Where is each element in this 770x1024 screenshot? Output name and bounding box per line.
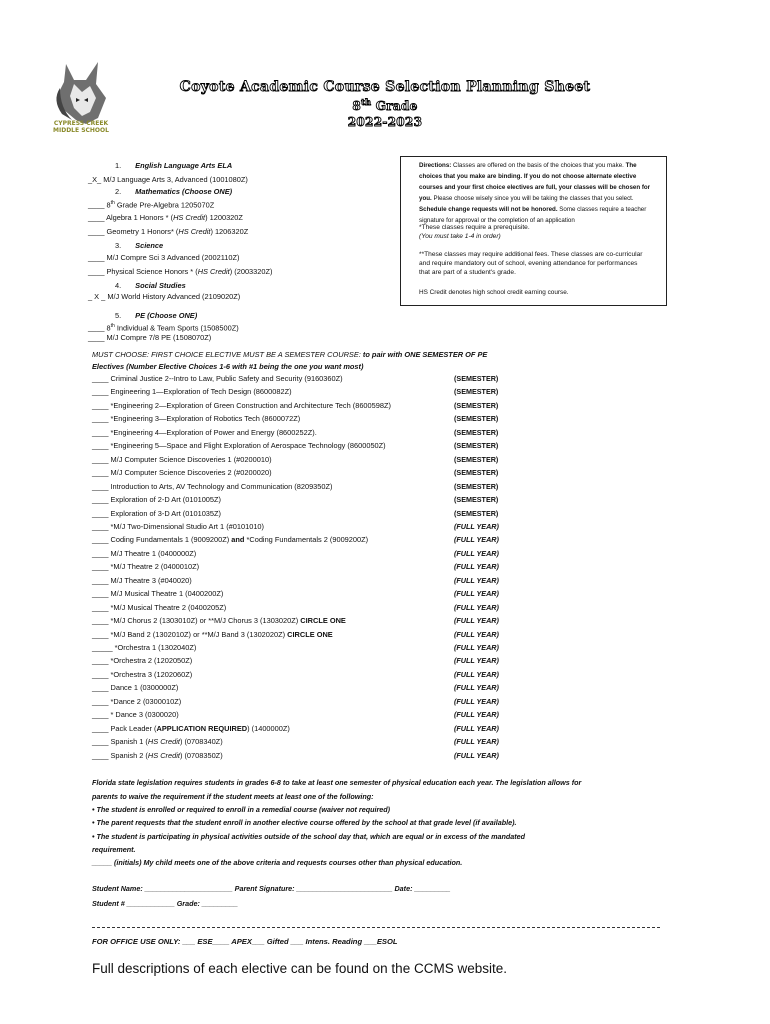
- course-label: M/J Compre Sci 3 Advanced (2002110Z): [106, 253, 240, 262]
- course-duration: (SEMESTER): [454, 508, 499, 518]
- elective-option[interactable]: [92, 549, 196, 558]
- course-duration: (FULL YEAR): [454, 575, 499, 585]
- directions-line: Directions: Classes are offered on the basis of the choices that you make. The: [419, 162, 637, 169]
- course-label: *M/J Chorus 2 (1303010Z) or **M/J Chorus 3 (1303020Z): [110, 616, 301, 626]
- course-label: Algebra 1 Honors * (: [106, 213, 174, 222]
- elective-option[interactable]: [92, 656, 192, 665]
- course-duration: (FULL YEAR): [454, 656, 499, 666]
- waiver-line: parents to waive the requirement if the student meets at least one of the following:: [92, 792, 374, 801]
- directions-line: you. Please choose wisely since you will be taking the classes that you select.: [419, 195, 634, 202]
- waiver-line: • The student is enrolled or required to enroll in a remedial course (waiver not required): [92, 805, 391, 814]
- course-duration: (SEMESTER): [454, 481, 499, 491]
- course-label: Exploration of 2-D Art (0101005Z): [110, 495, 222, 505]
- course-label: M/J Theatre 3 (#040020): [110, 575, 192, 585]
- elective-option[interactable]: ____ *M/J Chorus 2 (1303010Z) or **M/J Chorus 3 (1303020Z) CIRCLE ONE: [92, 616, 346, 626]
- course-label: Spanish 1 (: [110, 737, 148, 747]
- course-duration: (FULL YEAR): [454, 535, 499, 545]
- course-option[interactable]: [88, 253, 239, 262]
- course-label: *M/J Two-Dimensional Studio Art 1 (#0101010): [110, 521, 265, 531]
- elective-option[interactable]: [92, 710, 179, 719]
- choice-blank: ____: [92, 616, 111, 626]
- waiver-line: • The parent requests that the student enroll in another elective course offered by the school at that grade level (if available).: [92, 818, 517, 827]
- course-duration: (FULL YEAR): [454, 683, 499, 693]
- choice-blank: ____: [92, 750, 111, 760]
- elective-option[interactable]: [92, 401, 391, 410]
- choice-blank: ____: [92, 400, 111, 410]
- prereq-note-sub: (You must take 1-4 in order): [419, 233, 501, 240]
- choice-blank: ____: [88, 200, 107, 210]
- footer-note: Full descriptions of each elective can be found on the CCMS website.: [92, 961, 507, 976]
- hs-credit-note: HS Credit denotes high school credit earning course.: [419, 289, 569, 296]
- section-number: 2.: [115, 187, 122, 196]
- directions-line: Schedule change requests will not be honored. Some classes require a teacher: [419, 206, 647, 213]
- office-use-line: FOR OFFICE USE ONLY: ___ ESE____ APEX___ Gifted ___ Intens. Reading ___ESOL: [92, 937, 398, 946]
- course-label: *Orchestra 3 (1202060Z): [110, 669, 193, 679]
- section-title: Mathematics (Choose ONE): [135, 187, 233, 196]
- elective-option[interactable]: [92, 643, 196, 652]
- directions-line: courses and your first choice electives are full, your classes will be chosen for: [419, 184, 651, 191]
- elective-option[interactable]: [92, 522, 264, 531]
- course-option[interactable]: ____ 8th Grade Pre-Algebra 1205070Z: [88, 200, 215, 210]
- choice-blank: ____: [92, 575, 111, 585]
- elective-option[interactable]: [92, 589, 223, 598]
- course-label: M/J Computer Science Discoveries 1 (#0200010): [110, 454, 272, 464]
- fees-note-3: that are part of a student's grade.: [419, 269, 516, 276]
- section-heading: [115, 241, 163, 250]
- hs-credit-label: HS Credit: [173, 213, 206, 222]
- course-label: *M/J Theatre 2 (0400010Z): [110, 562, 200, 572]
- section-heading: [115, 281, 186, 290]
- choice-blank: ____: [92, 589, 111, 599]
- elective-option[interactable]: [92, 603, 226, 612]
- choice-blank: ____: [92, 535, 111, 545]
- choice-blank: ____: [88, 323, 107, 333]
- section-number: 3.: [115, 241, 122, 250]
- section-heading: [115, 161, 232, 170]
- course-label: M/J Musical Theatre 1 (0400200Z): [110, 589, 224, 599]
- elective-option[interactable]: [92, 428, 317, 437]
- choice-blank: ____: [88, 333, 107, 342]
- course-duration: (FULL YEAR): [454, 548, 499, 558]
- course-label: *Engineering 2—Exploration of Green Construction and Architecture Tech (8600598Z): [110, 400, 391, 410]
- choice-blank: ____: [92, 656, 111, 666]
- hs-credit-label: HS Credit: [147, 750, 180, 760]
- course-duration: (FULL YEAR): [454, 750, 499, 760]
- course-label: Individual & Team Sports (1508500Z): [114, 323, 239, 333]
- section-title: English Language Arts ELA: [135, 161, 233, 170]
- course-option[interactable]: [88, 175, 248, 184]
- elective-option[interactable]: [92, 670, 192, 679]
- course-label: Criminal Justice 2--Intro to Law, Public Safety and Security (9160360Z): [110, 374, 343, 383]
- course-duration: (SEMESTER): [454, 387, 499, 397]
- elective-option[interactable]: [92, 495, 221, 504]
- elective-option[interactable]: ____ Spanish 1 (HS Credit) (0708340Z): [92, 737, 223, 747]
- course-label: Engineering 1—Exploration of Tech Design (8600082Z): [110, 387, 292, 397]
- course-label: Spanish 2 (: [110, 750, 148, 760]
- course-label: M/J Computer Science Discoveries 2 (#0200020): [110, 468, 272, 478]
- page-title: Coyote Academic Course Selection Planning Sheet: [179, 79, 591, 95]
- course-option[interactable]: ____ 8th Individual & Team Sports (1508500Z): [88, 323, 239, 333]
- elective-option[interactable]: [92, 697, 181, 706]
- elective-option[interactable]: [92, 482, 332, 491]
- school-name-logo: CYPRESS CREEK MIDDLE SCHOOL: [53, 120, 109, 134]
- choice-blank: ____: [88, 213, 107, 222]
- choice-blank: ____: [92, 387, 111, 397]
- choice-blank: ____: [92, 602, 111, 612]
- course-label: *Engineering 4—Exploration of Power and Energy (8600252Z).: [110, 427, 317, 437]
- course-label: Exploration of 3-D Art (0101035Z): [110, 508, 222, 518]
- choice-blank: ____: [92, 481, 111, 491]
- elective-option[interactable]: ____ Pack Leader (APPLICATION REQUIRED) (1400000Z): [92, 723, 290, 733]
- elective-option[interactable]: [92, 387, 292, 396]
- choice-blank: _____: [92, 643, 115, 652]
- choice-blank: ____: [92, 495, 111, 505]
- course-label: *Dance 2 (0300010Z): [110, 696, 182, 706]
- course-option[interactable]: [88, 333, 211, 342]
- elective-option[interactable]: [92, 509, 221, 518]
- course-label: Geometry 1 Honors* (: [106, 227, 179, 236]
- elective-option[interactable]: [92, 455, 272, 464]
- course-label: Pack Leader (: [110, 723, 157, 733]
- course-label: M/J Theatre 1 (0400000Z): [110, 548, 197, 558]
- school-year: 2022-2023: [347, 115, 423, 129]
- waiver-line: requirement.: [92, 845, 136, 854]
- course-label: *M/J Band 2 (1302010Z) or **M/J Band 3 (1302020Z): [110, 629, 288, 639]
- elective-option[interactable]: ____ Coding Fundamentals 1 (9009200Z) and *Coding Fundamentals 2 (9009200Z): [92, 535, 369, 545]
- elective-option[interactable]: [92, 374, 343, 383]
- course-label: M/J Language Arts 3, Advanced (1001080Z): [103, 175, 248, 184]
- choice-blank: ____: [92, 737, 111, 747]
- choice-blank: ____: [92, 723, 111, 733]
- elective-option[interactable]: ____ Spanish 2 (HS Credit) (0708350Z): [92, 750, 223, 760]
- course-label: Dance 1 (0300000Z): [110, 683, 179, 693]
- choice-blank: ____: [92, 454, 111, 464]
- course-label: Physical Science Honors * (: [106, 267, 198, 276]
- elective-option[interactable]: [92, 683, 178, 692]
- course-option[interactable]: [88, 292, 240, 301]
- course-duration: (SEMESTER): [454, 441, 499, 451]
- choice-blank: ____: [88, 267, 107, 276]
- hs-credit-label: HS Credit: [178, 227, 211, 236]
- course-duration: (SEMESTER): [454, 454, 499, 464]
- section-title: Social Studies: [135, 281, 186, 290]
- must-choose-line: MUST CHOOSE: FIRST CHOICE ELECTIVE MUST BE A SEMESTER COURSE: to pair with ONE SEMESTER OF PE: [92, 350, 488, 359]
- course-label: M/J Compre 7/8 PE (1508070Z): [106, 333, 212, 342]
- signature-line[interactable]: Student Name: ______________________ Parent Signature: ________________________ Date: _________: [92, 884, 451, 893]
- course-label: Grade Pre-Algebra 1205070Z: [114, 200, 215, 210]
- choice-blank: ____: [92, 683, 111, 693]
- section-number: 1.: [115, 161, 122, 170]
- hs-credit-label: HS Credit: [197, 267, 230, 276]
- course-duration: (FULL YEAR): [454, 616, 499, 626]
- choice-blank: ____: [92, 562, 111, 572]
- waiver-line: • The student is participating in physical activities outside of the school day that, which are equal or in excess of the mandated: [92, 832, 526, 841]
- choice-blank: ____: [92, 696, 111, 706]
- course-duration: (SEMESTER): [454, 414, 499, 424]
- course-option[interactable]: ____ Geometry 1 Honors* (HS Credit) 1206320Z: [88, 227, 249, 236]
- choice-blank: ____: [92, 548, 111, 558]
- prereq-note: *These classes require a prerequisite.: [419, 224, 530, 231]
- electives-instructions: Electives (Number Elective Choices 1-6 with #1 being the one you want most): [92, 362, 364, 371]
- section-title: Science: [135, 241, 164, 250]
- choice-blank: ____: [92, 669, 111, 679]
- course-duration: (FULL YEAR): [454, 710, 499, 720]
- course-label: * Dance 3 (0300020): [110, 710, 179, 720]
- section-title: PE (Choose ONE): [135, 311, 198, 320]
- choice-blank: ____: [92, 414, 111, 424]
- choice-blank: ____: [92, 427, 111, 437]
- elective-option[interactable]: [92, 468, 272, 477]
- section-heading: [115, 187, 232, 196]
- fees-note-2: and require mandatory out of school, evening attendance for performances: [419, 260, 638, 267]
- waiver-line[interactable]: _____ (initials) My child meets one of the above criteria and requests courses other than physical education.: [92, 858, 463, 867]
- section-heading: [115, 311, 197, 320]
- course-duration: (FULL YEAR): [454, 602, 499, 612]
- choice-blank: ____: [92, 629, 111, 639]
- student-number-line[interactable]: Student # ____________ Grade: _________: [92, 899, 238, 908]
- elective-option[interactable]: [92, 562, 199, 571]
- choice-blank: _ X _: [88, 292, 108, 301]
- course-label: Introduction to Arts, AV Technology and Communication (8209350Z): [110, 481, 333, 491]
- section-number: 4.: [115, 281, 122, 290]
- choice-blank: _X_: [88, 175, 104, 184]
- elective-option[interactable]: ____ *M/J Band 2 (1302010Z) or **M/J Band 3 (1302020Z) CIRCLE ONE: [92, 629, 333, 639]
- course-option[interactable]: ____ Algebra 1 Honors * (HS Credit) 1200320Z: [88, 213, 243, 222]
- hs-credit-label: HS Credit: [147, 737, 180, 747]
- course-label: Coding Fundamentals 1 (9009200Z): [110, 535, 232, 545]
- course-duration: (SEMESTER): [454, 374, 499, 383]
- choice-blank: ____: [92, 521, 111, 531]
- course-duration: (FULL YEAR): [454, 643, 499, 652]
- elective-option[interactable]: [92, 441, 386, 450]
- choice-blank: ____: [92, 374, 111, 383]
- divider: [92, 927, 660, 928]
- course-duration: (FULL YEAR): [454, 737, 499, 747]
- fees-note-1: **These classes may require additional fees. These classes are co-curricular: [419, 251, 643, 258]
- course-duration: (FULL YEAR): [454, 589, 499, 599]
- elective-option[interactable]: [92, 414, 300, 423]
- course-duration: (SEMESTER): [454, 427, 499, 437]
- course-label: *Orchestra 1 (1302040Z): [114, 643, 197, 652]
- course-duration: (FULL YEAR): [454, 629, 499, 639]
- choice-blank: ____: [92, 508, 111, 518]
- directions-line: choices that you make are binding. If you do not choose alternate elective: [419, 173, 637, 180]
- choice-blank: ____: [92, 441, 111, 451]
- elective-option[interactable]: [92, 576, 192, 585]
- directions-line: signature for approval or the completion of an application: [419, 217, 575, 224]
- choice-blank: ____: [92, 710, 111, 720]
- course-duration: (SEMESTER): [454, 468, 499, 478]
- course-duration: (FULL YEAR): [454, 669, 499, 679]
- choice-blank: ____: [88, 253, 107, 262]
- course-label: *Orchestra 2 (1202050Z): [110, 656, 193, 666]
- choice-blank: ____: [92, 468, 111, 478]
- course-option[interactable]: ____ Physical Science Honors * (HS Credit) (2003320Z): [88, 267, 273, 276]
- course-label: *Engineering 5—Space and Flight Exploration of Aerospace Technology (8600050Z): [110, 441, 386, 451]
- course-duration: (SEMESTER): [454, 400, 499, 410]
- course-duration: (FULL YEAR): [454, 723, 499, 733]
- course-label: M/J World History Advanced (2109020Z): [107, 292, 241, 301]
- course-label: *M/J Musical Theatre 2 (0400205Z): [110, 602, 227, 612]
- grade-title: 8th Grade: [352, 97, 418, 113]
- course-duration: (SEMESTER): [454, 495, 499, 505]
- course-label: *Engineering 3—Exploration of Robotics Tech (8600072Z): [110, 414, 301, 424]
- course-duration: (FULL YEAR): [454, 562, 499, 572]
- choice-blank: ____: [88, 227, 107, 236]
- course-duration: (FULL YEAR): [454, 521, 499, 531]
- waiver-line: Florida state legislation requires students in grades 6-8 to take at least one semester of physical education each year. The legislation allows for: [92, 778, 582, 787]
- course-duration: (FULL YEAR): [454, 696, 499, 706]
- section-number: 5.: [115, 311, 122, 320]
